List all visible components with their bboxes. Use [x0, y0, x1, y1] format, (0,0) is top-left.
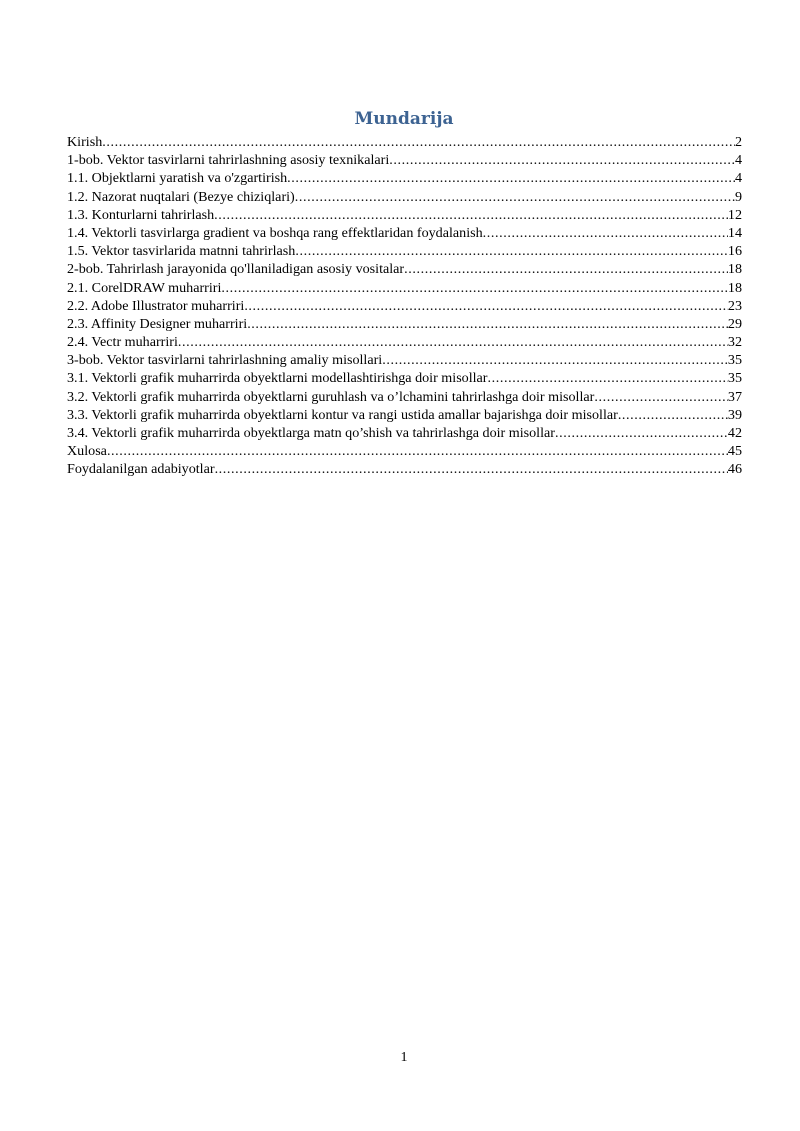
toc-entry[interactable]: [67, 151, 742, 169]
toc-entry[interactable]: [67, 424, 742, 442]
toc-leader-dots: [389, 151, 735, 169]
toc-leader-dots: [295, 242, 728, 260]
toc-entry[interactable]: [67, 315, 742, 333]
toc-leader-dots: [244, 297, 728, 315]
toc-entry-page: 32: [727, 334, 742, 351]
toc-entry-label: 1.1. Objektlarni yaratish va o'zgartirish: [67, 170, 288, 187]
toc-entry[interactable]: [67, 242, 742, 260]
toc-entry[interactable]: [67, 169, 742, 187]
toc-leader-dots: [107, 442, 728, 460]
toc-leader-dots: [215, 460, 728, 478]
toc-entry-page: 2: [734, 134, 742, 150]
toc-heading: Mundarija: [354, 109, 454, 129]
toc-entry-label: 2.4. Vectr muharriri: [67, 334, 178, 351]
toc-entry-label: 3-bob. Vektor tasvirlarni tahrirlashning amaliy misollari: [67, 352, 383, 369]
toc-entry[interactable]: [67, 133, 742, 151]
toc-leader-dots: [488, 369, 728, 387]
toc-entry-page: 23: [727, 297, 742, 314]
toc-entry-label: 3.1. Vektorli grafik muharrirda obyektlarni modellashtirishga doir misollar: [67, 370, 488, 387]
toc-entry-page: 35: [727, 352, 742, 369]
toc-entry-page: 4: [734, 170, 742, 187]
toc-entry-page: 4: [734, 152, 742, 169]
toc-entry-page: 16: [727, 243, 742, 260]
toc-entry[interactable]: [67, 442, 742, 460]
toc-entry[interactable]: [67, 297, 742, 315]
toc-entry-page: 9: [734, 188, 742, 205]
toc-entry-page: 35: [727, 370, 742, 387]
table-of-contents: [67, 133, 742, 479]
toc-entry-page: 14: [727, 224, 742, 241]
toc-leader-dots: [102, 133, 735, 151]
toc-entry-label: 1-bob. Vektor tasvirlarni tahrirlashning asosiy texnikalari: [67, 152, 390, 169]
toc-leader-dots: [214, 206, 728, 224]
toc-entry[interactable]: [67, 279, 742, 297]
toc-entry-page: 18: [727, 279, 742, 296]
toc-entry[interactable]: [67, 206, 742, 224]
toc-entry-label: 2-bob. Tahrirlash jarayonida qo'llaniladigan asosiy vositalar: [67, 261, 405, 278]
toc-entry-page: 42: [727, 425, 742, 441]
toc-entry-label: Xulosa: [67, 443, 107, 460]
toc-entry-label: 1.3. Konturlarni tahrirlash: [67, 206, 215, 223]
toc-entry-page: 46: [727, 461, 742, 478]
toc-leader-dots: [287, 169, 735, 187]
toc-entry-label: 1.5. Vektor tasvirlarida matnni tahrirlash: [67, 243, 296, 260]
page-number: 1: [400, 1050, 408, 1065]
toc-entry-label: 3.3. Vektorli grafik muharrirda obyektlarni kontur va rangi ustida amallar bajarishga doir misollar: [67, 406, 618, 423]
toc-entry[interactable]: [67, 406, 742, 424]
toc-leader-dots: [178, 333, 728, 351]
toc-entry[interactable]: [67, 369, 742, 387]
toc-leader-dots: [555, 424, 728, 442]
toc-entry-label: 1.2. Nazorat nuqtalari (Bezye chiziqlari): [67, 188, 295, 205]
toc-leader-dots: [594, 388, 728, 406]
toc-entry[interactable]: [67, 260, 742, 278]
toc-leader-dots: [382, 351, 728, 369]
toc-leader-dots: [483, 224, 728, 242]
toc-leader-dots: [404, 260, 728, 278]
toc-entry-label: 3.4. Vektorli grafik muharrirda obyektlarga matn qo’shish va tahrirlashga doir misollar: [67, 425, 555, 441]
toc-entry-page: 39: [727, 406, 742, 423]
toc-entry[interactable]: [67, 351, 742, 369]
toc-entry[interactable]: [67, 388, 742, 406]
toc-leader-dots: [295, 188, 735, 206]
toc-leader-dots: [221, 279, 728, 297]
toc-entry-label: 2.3. Affinity Designer muharriri: [67, 315, 248, 332]
toc-entry-page: 45: [727, 443, 742, 460]
toc-entry-label: 2.1. CorelDRAW muharriri: [67, 279, 222, 296]
toc-entry-label: 1.4. Vektorli tasvirlarga gradient va boshqa rang effektlaridan foydalanish: [67, 224, 483, 241]
toc-leader-dots: [247, 315, 728, 333]
toc-entry-label: 2.2. Adobe Illustrator muharriri: [67, 297, 245, 314]
toc-entry[interactable]: [67, 333, 742, 351]
toc-entry-page: 18: [727, 261, 742, 278]
toc-entry[interactable]: [67, 188, 742, 206]
toc-entry-label: Foydalanilgan adabiyotlar: [67, 461, 215, 478]
toc-entry-page: 37: [727, 388, 742, 405]
toc-entry-label: 3.2. Vektorli grafik muharrirda obyektlarni guruhlash va o’lchamini tahrirlashga doir misollar: [67, 388, 595, 405]
toc-entry-page: 29: [727, 315, 742, 332]
toc-leader-dots: [618, 406, 728, 424]
toc-entry-page: 12: [727, 206, 742, 223]
toc-entry[interactable]: [67, 460, 742, 478]
toc-entry[interactable]: [67, 224, 742, 242]
toc-entry-label: Kirish: [67, 134, 103, 150]
